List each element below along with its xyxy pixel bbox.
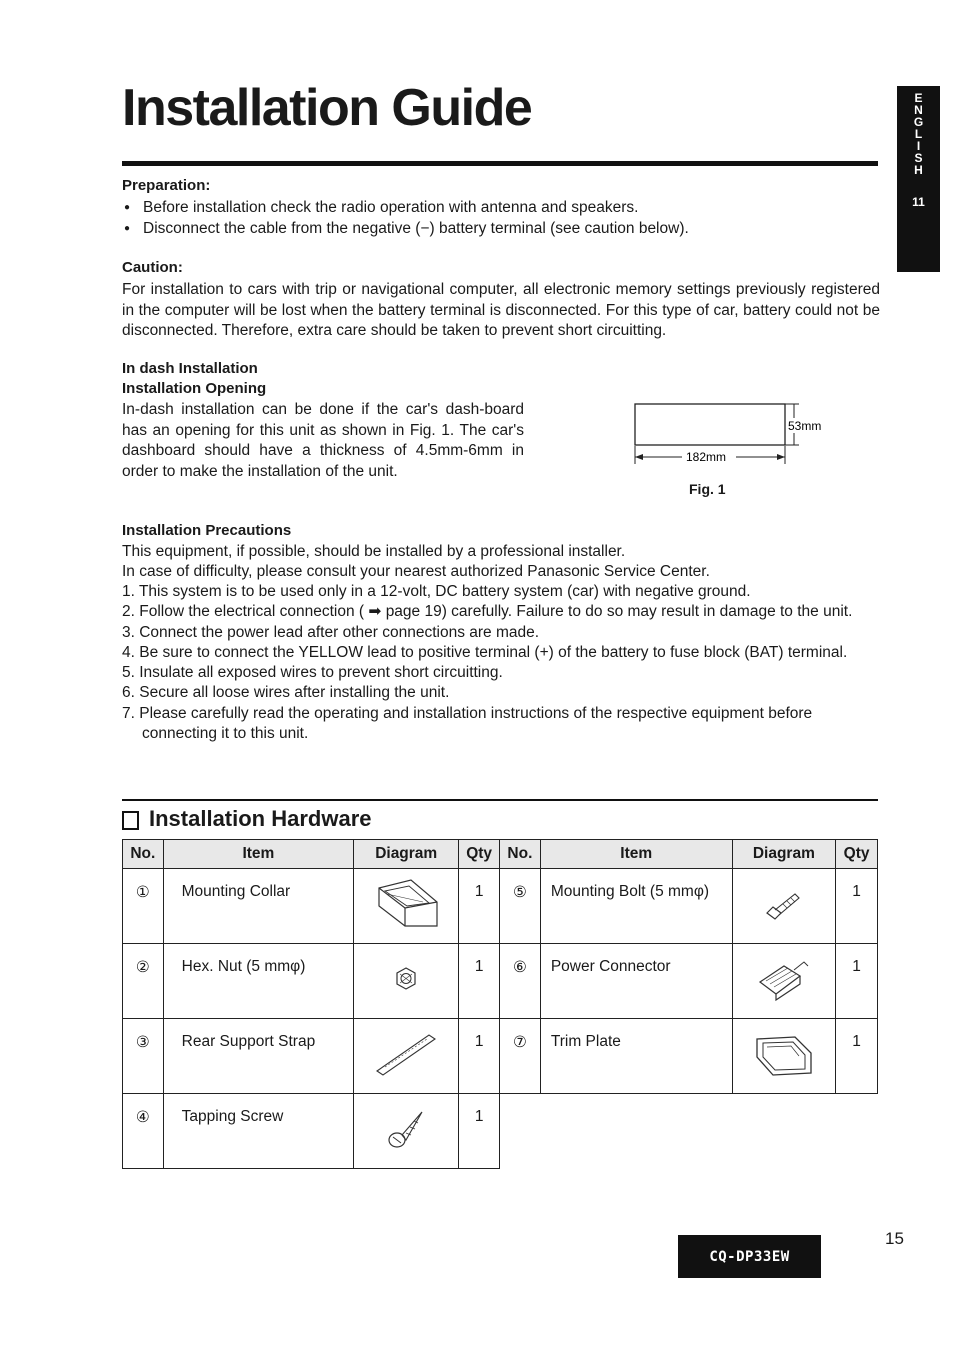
item-name: Tapping Screw xyxy=(163,1094,353,1169)
power-connector-icon xyxy=(754,956,814,1002)
list-item: 5. Insulate all exposed wires to prevent short circuitting. xyxy=(122,664,503,682)
width-label: 182mm xyxy=(686,450,727,464)
caution-heading: Caution: xyxy=(122,259,183,276)
language-tab-letters xyxy=(897,86,940,176)
hardware-table-left xyxy=(122,839,500,1169)
item-qty: 1 xyxy=(459,869,500,944)
tab-letter: E xyxy=(914,91,923,105)
list-item: 2. Follow the electrical connection ( ➡ page 19) carefully. Failure to do so may result in damage to the unit. xyxy=(122,603,853,621)
precautions-intro-1: This equipment, if possible, should be installed by a professional installer. xyxy=(122,543,626,560)
support-strap-icon xyxy=(371,1031,441,1077)
item-diagram xyxy=(732,869,836,944)
in-dash-text: In-dash installation can be done if the car's dash-board has an opening for this unit as shown in Fig. 1. The car's dashboard should have a thickness of 4.5mm-6mm in order to make the installation of the unit. xyxy=(122,401,524,480)
hex-nut-icon xyxy=(391,964,421,994)
item-diagram xyxy=(732,1019,836,1094)
precautions-list xyxy=(118,582,880,744)
item-name: Rear Support Strap xyxy=(163,1019,353,1094)
col-diagram: Diagram xyxy=(732,840,836,869)
list-item: ● Before installation check the radio operation with antenna and speakers. xyxy=(122,197,882,218)
caution-text: For installation to cars with trip or navigational computer, all electronic memory settings previously registered in the computer will be lost when the battery terminal is disconnected. For this type of car, battery could not be disconnected. Therefore, extra care should be taken to prevent short circuitting. xyxy=(122,281,880,339)
list-item: 1. This system is to be used only in a 12-volt, DC battery system (car) with negative ground. xyxy=(122,583,751,600)
table-header-row xyxy=(123,840,500,869)
table-row xyxy=(123,944,500,1019)
item-name: Mounting Bolt (5 mmφ) xyxy=(540,869,732,944)
mounting-collar-icon xyxy=(371,878,441,930)
col-no: No. xyxy=(500,840,541,869)
item-qty: 1 xyxy=(836,869,878,944)
table-row xyxy=(123,1094,500,1169)
item-number: ⑥ xyxy=(500,944,541,1019)
figure-caption: Fig. 1 xyxy=(689,481,726,497)
page-number: 15 xyxy=(885,1229,904,1248)
preparation-heading: Preparation: xyxy=(122,177,211,194)
item-diagram xyxy=(354,1094,459,1169)
item-diagram xyxy=(354,944,459,1019)
tab-letter: G xyxy=(913,115,924,129)
tab-letter: L xyxy=(914,127,923,141)
section-box-icon xyxy=(122,811,139,830)
tab-letter: I xyxy=(916,139,921,153)
item-qty: 1 xyxy=(459,944,500,1019)
hardware-heading xyxy=(122,806,372,832)
table-header-row xyxy=(500,840,878,869)
trim-plate-icon xyxy=(751,1031,817,1077)
item-qty: 1 xyxy=(459,1019,500,1094)
col-qty: Qty xyxy=(836,840,878,869)
tab-letter: S xyxy=(914,151,923,165)
width-arrowhead-left xyxy=(635,454,643,460)
language-tab xyxy=(897,86,940,272)
opening-dimension-diagram xyxy=(628,396,838,472)
item-diagram xyxy=(354,869,459,944)
item-qty: 1 xyxy=(836,1019,878,1094)
list-item: 3. Connect the power lead after other connections are made. xyxy=(122,623,540,641)
col-item: Item xyxy=(163,840,353,869)
precautions-intro-2: In case of difficulty, please consult your nearest authorized Panasonic Service Center. xyxy=(122,563,710,580)
col-no: No. xyxy=(123,840,164,869)
hardware-table-right xyxy=(499,839,878,1094)
width-arrowhead-right xyxy=(777,454,785,460)
page-title: Installation Guide xyxy=(122,79,532,137)
item-diagram xyxy=(354,1019,459,1094)
col-diagram: Diagram xyxy=(354,840,459,869)
tab-letter: N xyxy=(914,103,923,117)
opening-outline xyxy=(635,404,785,445)
mounting-bolt-icon xyxy=(761,885,807,923)
item-qty: 1 xyxy=(836,944,878,1019)
hardware-heading-text: Installation Hardware xyxy=(149,806,372,831)
item-number: ③ xyxy=(123,1019,164,1094)
item-number: ② xyxy=(123,944,164,1019)
model-badge: CQ-DP33EW xyxy=(678,1235,821,1278)
item-qty: 1 xyxy=(459,1094,500,1169)
item-number: ⑦ xyxy=(500,1019,541,1094)
tab-letter: H xyxy=(914,163,923,177)
item-name: Trim Plate xyxy=(540,1019,732,1094)
item-name: Mounting Collar xyxy=(163,869,353,944)
list-item: 7. Please carefully read the operating and installation instructions of the respective equipment before connecting it to this unit. xyxy=(122,704,813,743)
list-item: 4. Be sure to connect the YELLOW lead to positive terminal (+) of the battery to fuse block (BAT) terminal. xyxy=(122,643,848,661)
table-row xyxy=(123,869,500,944)
table-row xyxy=(500,944,878,1019)
opening-subheading: Installation Opening xyxy=(122,380,267,397)
item-name: Hex. Nut (5 mmφ) xyxy=(163,944,353,1019)
hardware-rule xyxy=(122,799,878,801)
item-number: ④ xyxy=(123,1094,164,1169)
height-label: 53mm xyxy=(788,419,822,433)
item-name: Power Connector xyxy=(540,944,732,1019)
title-rule xyxy=(122,161,878,166)
item-diagram xyxy=(732,944,836,1019)
table-row xyxy=(500,1019,878,1094)
tapping-screw-icon xyxy=(384,1106,428,1152)
precautions-heading: Installation Precautions xyxy=(122,522,292,539)
col-item: Item xyxy=(540,840,732,869)
item-number: ⑤ xyxy=(500,869,541,944)
in-dash-heading: In dash Installation xyxy=(122,360,258,377)
table-row xyxy=(500,869,878,944)
item-number: ① xyxy=(123,869,164,944)
list-item: 6. Secure all loose wires after installing the unit. xyxy=(122,684,450,702)
language-tab-page: 11 xyxy=(912,195,925,209)
list-item: ● Disconnect the cable from the negative (−) battery terminal (see caution below). xyxy=(122,218,882,239)
table-row xyxy=(123,1019,500,1094)
preparation-list xyxy=(122,197,882,239)
col-qty: Qty xyxy=(459,840,500,869)
